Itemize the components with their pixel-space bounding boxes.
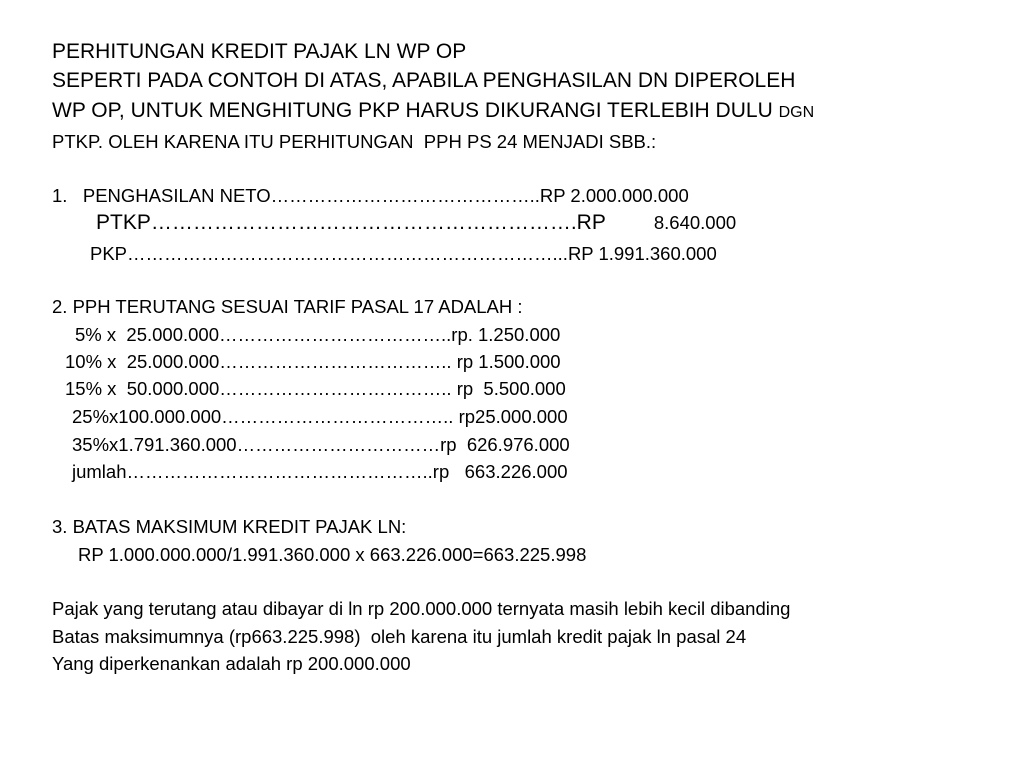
tax-row: 5% x 25.000.000………………………………..rp. 1.250.000 bbox=[75, 324, 561, 345]
intro-line-4: PTKP. OLEH KARENA ITU PERHITUNGAN PPH PS 24 MENJADI SBB.: bbox=[52, 131, 657, 152]
ptkp-value: 8.640.000 bbox=[653, 212, 737, 233]
tax-total-row: jumlah…………………………………………..rp 663.226.000 bbox=[72, 461, 568, 482]
tax-row: 35%x1.791.360.000……………………………rp 626.976.000 bbox=[72, 434, 570, 455]
intro-line-3 bbox=[52, 100, 814, 121]
tax-row: 15% x 50.000.000……………………………….. rp 5.500.000 bbox=[65, 378, 566, 399]
ptkp-label: PTKP…………………………………………………….RP bbox=[96, 211, 606, 234]
conclusion-line-3: Yang diperkenankan adalah rp 200.000.000 bbox=[52, 653, 411, 674]
neto-line: 1. PENGHASILAN NETO……………………………………..RP 2.000.000.000 bbox=[52, 185, 689, 206]
ptkp-line bbox=[96, 212, 736, 233]
section3-heading: 3. BATAS MAKSIMUM KREDIT PAJAK LN: bbox=[52, 516, 407, 537]
section3-formula: RP 1.000.000.000/1.991.360.000 x 663.226.000=663.225.998 bbox=[78, 544, 587, 565]
intro-line-2: SEPERTI PADA CONTOH DI ATAS, APABILA PENGHASILAN DN DIPEROLEH bbox=[52, 69, 796, 92]
intro-line-3-main: WP OP, UNTUK MENGHITUNG PKP HARUS DIKURANGI TERLEBIH DULU bbox=[52, 99, 779, 122]
tax-row: 25%x100.000.000……………………………….. rp25.000.000 bbox=[72, 406, 568, 427]
tax-row: 10% x 25.000.000……………………………….. rp 1.500.000 bbox=[65, 351, 561, 372]
conclusion-line-1: Pajak yang terutang atau dibayar di ln rp 200.000.000 ternyata masih lebih kecil dibanding bbox=[52, 598, 791, 619]
intro-line-3-tail: DGN bbox=[778, 104, 815, 121]
conclusion-line-2: Batas maksimumnya (rp663.225.998) oleh karena itu jumlah kredit pajak ln pasal 24 bbox=[52, 626, 747, 647]
section2-heading: 2. PPH TERUTANG SESUAI TARIF PASAL 17 ADALAH : bbox=[52, 296, 523, 317]
intro-line-1: PERHITUNGAN KREDIT PAJAK LN WP OP bbox=[52, 40, 467, 63]
pkp-line: PKP……………………………………………………………...RP 1.991.360.000 bbox=[90, 243, 717, 264]
